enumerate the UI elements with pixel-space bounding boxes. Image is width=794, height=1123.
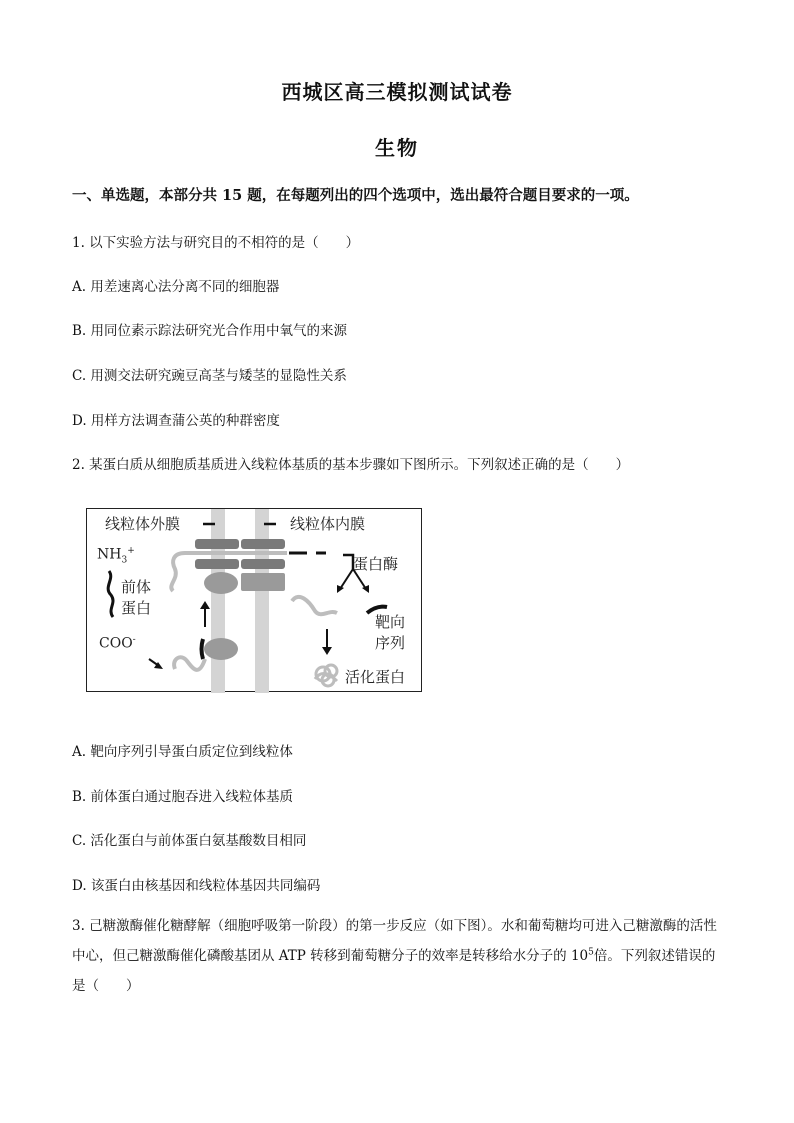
n-terminus-label: $NH_3^+$ — [97, 546, 135, 566]
activated-protein-knot — [315, 665, 337, 686]
question-3-stem: 3. 己糖激酶催化糖酵解（细胞呼吸第一阶段）的第一步反应（如下图）。水和葡萄糖均可进入己糖激酶的活性中心，但己糖激酶催化磷酸基团从 ATP 转移到葡萄糖分子的效率是转移给水分子的 $10^5$倍。下列叙述错误的是（ ） — [72, 918, 717, 994]
activated-protein-label: 活化蛋白 — [345, 668, 406, 686]
question-2-stem: 2. 某蛋白质从细胞质基质进入线粒体基质的基本步骤如下图所示。下列叙述正确的是（ ） — [72, 457, 630, 473]
outer-receptor — [204, 572, 238, 594]
question-1-option-a: A. 用差速离心法分离不同的细胞器 — [72, 279, 280, 295]
cleaved-protein-chain — [292, 597, 337, 614]
question-2-option-c: C. 活化蛋白与前体蛋白氨基酸数目相同 — [72, 833, 307, 849]
precursor-protein-label: 前体 蛋白 — [121, 578, 152, 617]
section-heading: 一、单选题，本部分共 15 题，在每题列出的四个选项中，选出最符合题目要求的一项。 — [72, 187, 639, 204]
inner-channel-top — [241, 539, 285, 549]
inner-membrane-label: 线粒体内膜 — [290, 515, 366, 533]
subject-title: 生物 — [375, 136, 419, 160]
precursor-target-piece — [108, 571, 113, 617]
precursor-target-lower — [202, 639, 204, 659]
question-2-option-d: D. 该蛋白由核基因和线粒体基因共同编码 — [72, 878, 321, 894]
precursor-chain-lower — [174, 657, 205, 670]
inner-channel-bottom — [241, 559, 285, 569]
outer-membrane-band — [211, 509, 225, 693]
question-1-option-d: D. 用样方法调查蒲公英的种群密度 — [72, 413, 280, 429]
protease-arrow-left — [340, 569, 353, 589]
mitochondria-import-figure — [86, 508, 422, 692]
precursor-chain-upper — [171, 553, 185, 591]
inner-receptor-block — [241, 573, 285, 591]
question-1-option-b: B. 用同位素示踪法研究光合作用中氧气的来源 — [72, 323, 348, 339]
question-1-stem: 1. 以下实验方法与研究目的不相符的是（ ） — [72, 235, 360, 251]
question-2-option-b: B. 前体蛋白通过胞吞进入线粒体基质 — [72, 789, 294, 805]
question-1-option-c: C. 用测交法研究豌豆高茎与矮茎的显隐性关系 — [72, 368, 347, 384]
outer-channel-top — [195, 539, 239, 549]
c-terminus-label: COO- — [99, 635, 136, 652]
outer-channel-bottom — [195, 559, 239, 569]
page-title: 西城区高三模拟测试试卷 — [281, 80, 513, 104]
protease-bracket — [343, 555, 353, 569]
inner-membrane-band — [255, 509, 269, 693]
target-sequence-label: 靶向 序列 — [375, 613, 406, 652]
outer-membrane-label: 线粒体外膜 — [105, 515, 181, 533]
question-2-option-a: A. 靶向序列引导蛋白质定位到线粒体 — [72, 744, 293, 760]
cytosol-receptor — [204, 638, 238, 660]
protease-label: 蛋白酶 — [353, 555, 399, 573]
